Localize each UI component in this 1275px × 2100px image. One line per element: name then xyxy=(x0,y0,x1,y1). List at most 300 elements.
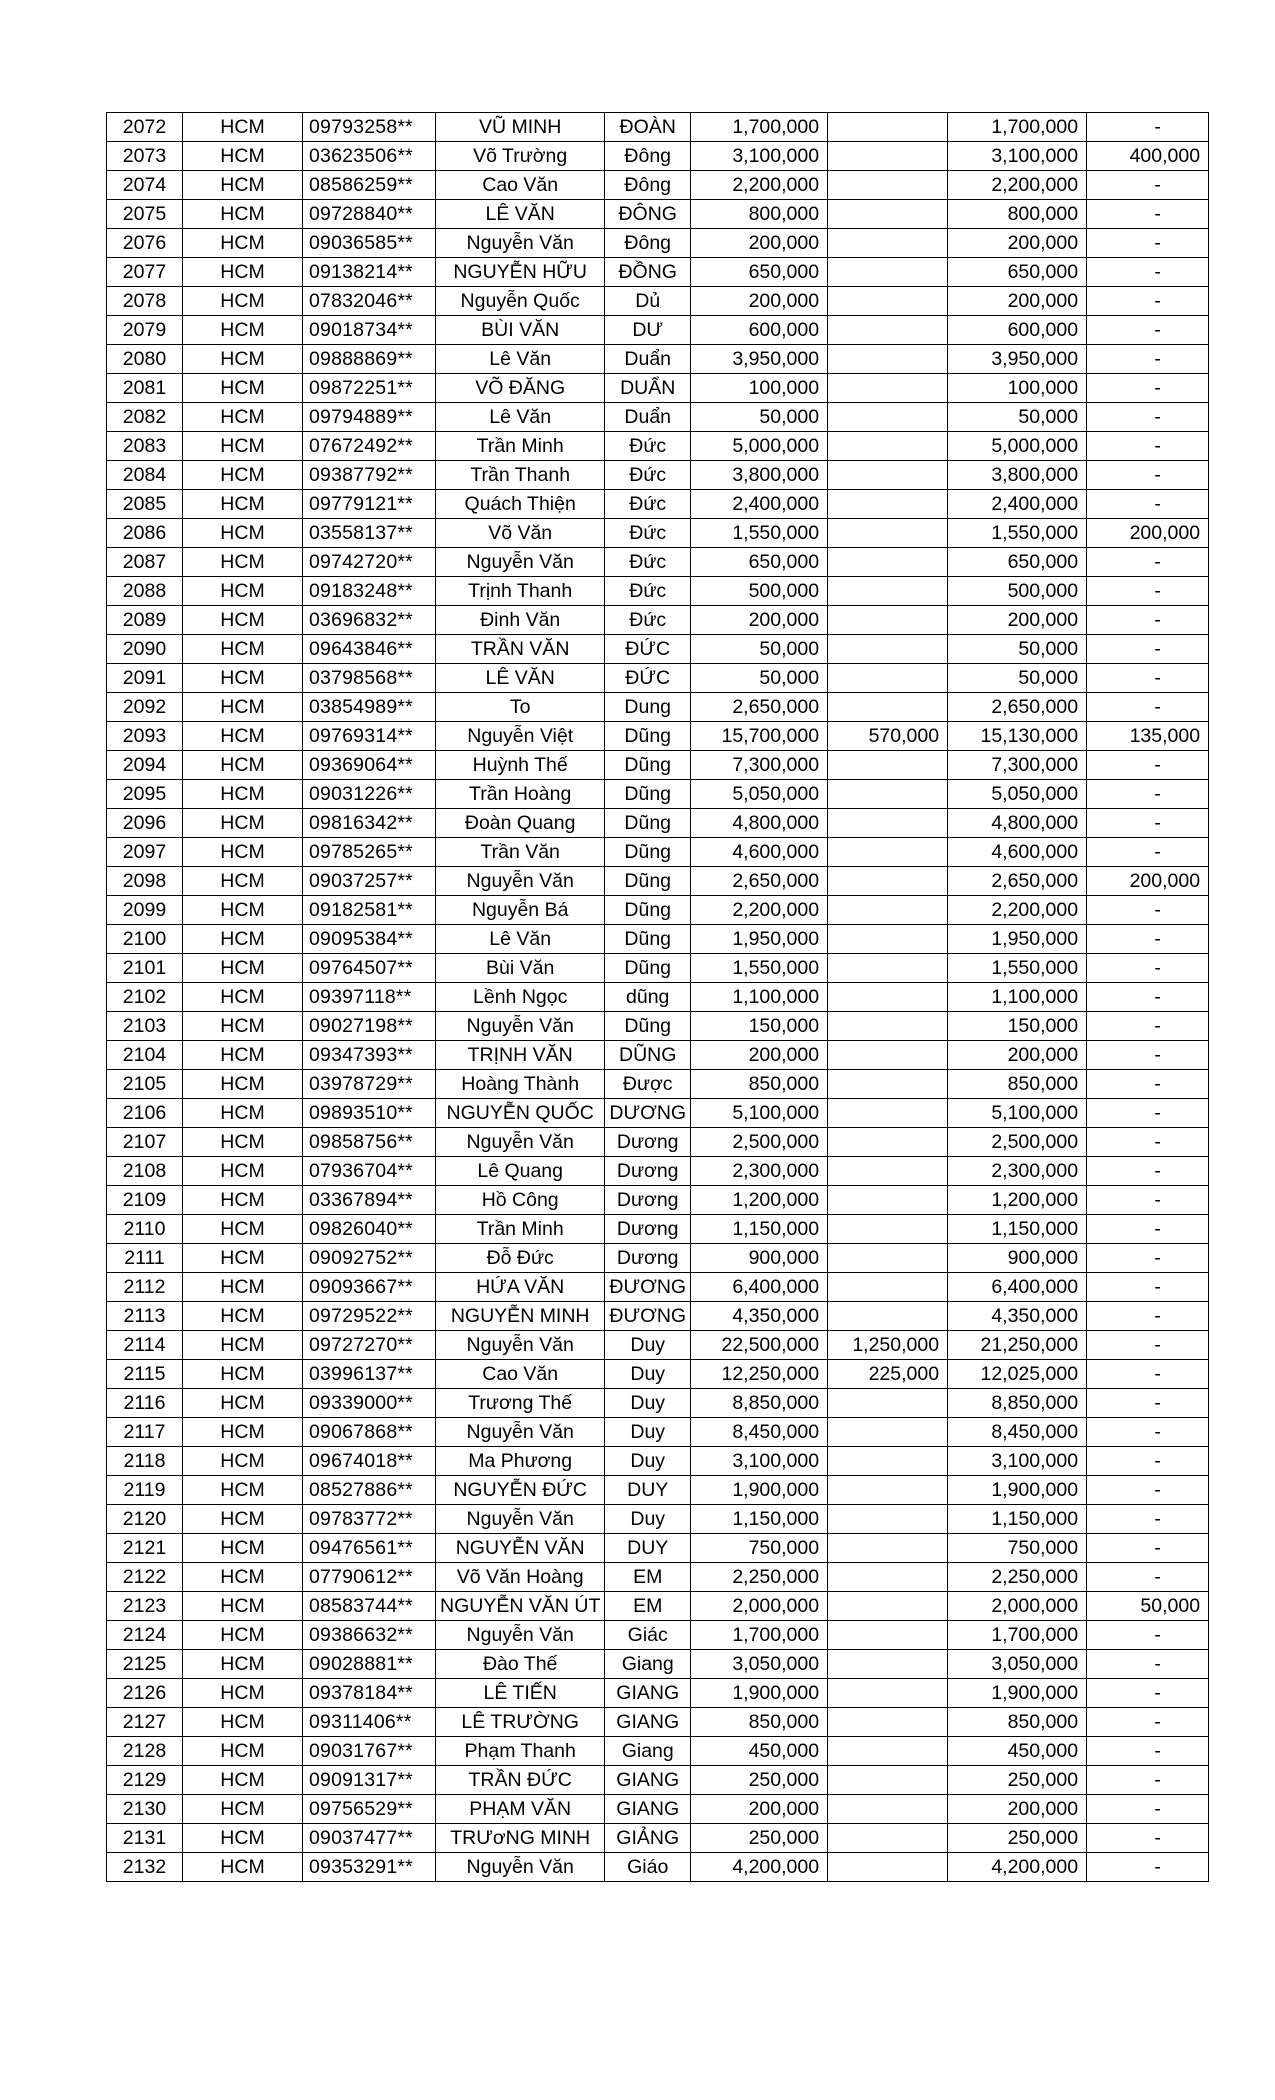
region-cell: HCM xyxy=(183,1360,303,1389)
table-row xyxy=(107,925,1209,954)
given-name-cell: Dũng xyxy=(605,751,691,780)
amount-deducted-cell xyxy=(828,1157,948,1186)
given-name-cell: Dũng xyxy=(605,867,691,896)
amount-extra-cell: - xyxy=(1087,258,1209,287)
amount-deducted-cell xyxy=(828,548,948,577)
table-row xyxy=(107,1186,1209,1215)
amount-net-cell: 1,900,000 xyxy=(948,1476,1087,1505)
table-body xyxy=(107,113,1209,1882)
table-row xyxy=(107,751,1209,780)
amount-total-cell: 1,550,000 xyxy=(691,519,828,548)
region-cell: HCM xyxy=(183,287,303,316)
table-row xyxy=(107,461,1209,490)
phone-number-cell: 09037477** xyxy=(303,1824,436,1853)
amount-extra-cell: - xyxy=(1087,1128,1209,1157)
amount-deducted-cell xyxy=(828,1650,948,1679)
row-number-cell: 2107 xyxy=(107,1128,183,1157)
amount-extra-cell: - xyxy=(1087,1244,1209,1273)
amount-net-cell: 2,400,000 xyxy=(948,490,1087,519)
table-row xyxy=(107,1302,1209,1331)
row-number-cell: 2104 xyxy=(107,1041,183,1070)
surname-cell: Lê Văn xyxy=(436,403,605,432)
surname-cell: Đỗ Đức xyxy=(436,1244,605,1273)
region-cell: HCM xyxy=(183,1128,303,1157)
amount-net-cell: 6,400,000 xyxy=(948,1273,1087,1302)
region-cell: HCM xyxy=(183,1621,303,1650)
given-name-cell: Duy xyxy=(605,1418,691,1447)
amount-net-cell: 3,950,000 xyxy=(948,345,1087,374)
table-row xyxy=(107,1476,1209,1505)
amount-extra-cell: 200,000 xyxy=(1087,867,1209,896)
amount-net-cell: 650,000 xyxy=(948,258,1087,287)
amount-deducted-cell xyxy=(828,1128,948,1157)
table-row xyxy=(107,142,1209,171)
region-cell: HCM xyxy=(183,664,303,693)
given-name-cell: Đông xyxy=(605,171,691,200)
given-name-cell: Giáo xyxy=(605,1853,691,1882)
amount-deducted-cell xyxy=(828,606,948,635)
amount-deducted-cell xyxy=(828,1476,948,1505)
surname-cell: Nguyễn Văn xyxy=(436,229,605,258)
given-name-cell: Đức xyxy=(605,577,691,606)
surname-cell: Nguyễn Văn xyxy=(436,1128,605,1157)
amount-deducted-cell xyxy=(828,374,948,403)
amount-net-cell: 1,950,000 xyxy=(948,925,1087,954)
amount-total-cell: 2,200,000 xyxy=(691,896,828,925)
amount-deducted-cell xyxy=(828,171,948,200)
amount-extra-cell: - xyxy=(1087,1766,1209,1795)
table-row xyxy=(107,867,1209,896)
region-cell: HCM xyxy=(183,1476,303,1505)
region-cell: HCM xyxy=(183,490,303,519)
amount-net-cell: 3,050,000 xyxy=(948,1650,1087,1679)
phone-number-cell: 08583744** xyxy=(303,1592,436,1621)
row-number-cell: 2096 xyxy=(107,809,183,838)
table-row xyxy=(107,693,1209,722)
amount-net-cell: 750,000 xyxy=(948,1534,1087,1563)
amount-net-cell: 2,250,000 xyxy=(948,1563,1087,1592)
surname-cell: Trịnh Thanh xyxy=(436,577,605,606)
phone-number-cell: 09353291** xyxy=(303,1853,436,1882)
row-number-cell: 2130 xyxy=(107,1795,183,1824)
amount-deducted-cell xyxy=(828,1708,948,1737)
region-cell: HCM xyxy=(183,1534,303,1563)
row-number-cell: 2086 xyxy=(107,519,183,548)
row-number-cell: 2091 xyxy=(107,664,183,693)
amount-deducted-cell xyxy=(828,1244,948,1273)
surname-cell: Nguyễn Văn xyxy=(436,1012,605,1041)
amount-extra-cell: - xyxy=(1087,1186,1209,1215)
table-row xyxy=(107,1650,1209,1679)
region-cell: HCM xyxy=(183,1708,303,1737)
phone-number-cell: 09037257** xyxy=(303,867,436,896)
amount-deducted-cell xyxy=(828,1534,948,1563)
row-number-cell: 2074 xyxy=(107,171,183,200)
region-cell: HCM xyxy=(183,1070,303,1099)
amount-total-cell: 4,800,000 xyxy=(691,809,828,838)
given-name-cell: Đức xyxy=(605,519,691,548)
phone-number-cell: 07672492** xyxy=(303,432,436,461)
region-cell: HCM xyxy=(183,142,303,171)
surname-cell: NGUYỄN VĂN ÚT xyxy=(436,1592,605,1621)
phone-number-cell: 09387792** xyxy=(303,461,436,490)
amount-net-cell: 50,000 xyxy=(948,403,1087,432)
surname-cell: Võ Trường xyxy=(436,142,605,171)
amount-deducted-cell xyxy=(828,1418,948,1447)
amount-total-cell: 650,000 xyxy=(691,258,828,287)
row-number-cell: 2095 xyxy=(107,780,183,809)
region-cell: HCM xyxy=(183,577,303,606)
surname-cell: Trần Thanh xyxy=(436,461,605,490)
row-number-cell: 2097 xyxy=(107,838,183,867)
surname-cell: Nguyễn Bá xyxy=(436,896,605,925)
amount-deducted-cell xyxy=(828,896,948,925)
region-cell: HCM xyxy=(183,1853,303,1882)
amount-total-cell: 3,100,000 xyxy=(691,1447,828,1476)
table-row xyxy=(107,1447,1209,1476)
amount-net-cell: 1,900,000 xyxy=(948,1679,1087,1708)
amount-deducted-cell xyxy=(828,1795,948,1824)
amount-deducted-cell xyxy=(828,1766,948,1795)
amount-extra-cell: - xyxy=(1087,606,1209,635)
amount-net-cell: 1,150,000 xyxy=(948,1215,1087,1244)
phone-number-cell: 03623506** xyxy=(303,142,436,171)
row-number-cell: 2084 xyxy=(107,461,183,490)
phone-number-cell: 09339000** xyxy=(303,1389,436,1418)
row-number-cell: 2121 xyxy=(107,1534,183,1563)
phone-number-cell: 03558137** xyxy=(303,519,436,548)
row-number-cell: 2081 xyxy=(107,374,183,403)
amount-extra-cell: - xyxy=(1087,1824,1209,1853)
region-cell: HCM xyxy=(183,606,303,635)
region-cell: HCM xyxy=(183,316,303,345)
amount-extra-cell: - xyxy=(1087,693,1209,722)
region-cell: HCM xyxy=(183,751,303,780)
table-row xyxy=(107,1621,1209,1650)
row-number-cell: 2116 xyxy=(107,1389,183,1418)
row-number-cell: 2106 xyxy=(107,1099,183,1128)
row-number-cell: 2114 xyxy=(107,1331,183,1360)
given-name-cell: GIANG xyxy=(605,1795,691,1824)
amount-deducted-cell xyxy=(828,461,948,490)
surname-cell: NGUYỄN VĂN xyxy=(436,1534,605,1563)
phone-number-cell: 09028881** xyxy=(303,1650,436,1679)
amount-extra-cell: - xyxy=(1087,1302,1209,1331)
amount-deducted-cell: 1,250,000 xyxy=(828,1331,948,1360)
table-row xyxy=(107,1389,1209,1418)
phone-number-cell: 09785265** xyxy=(303,838,436,867)
amount-deducted-cell xyxy=(828,1099,948,1128)
surname-cell: Nguyễn Việt xyxy=(436,722,605,751)
region-cell: HCM xyxy=(183,113,303,142)
given-name-cell: Được xyxy=(605,1070,691,1099)
given-name-cell: Dủ xyxy=(605,287,691,316)
row-number-cell: 2079 xyxy=(107,316,183,345)
amount-extra-cell: - xyxy=(1087,200,1209,229)
surname-cell: Lê Quang xyxy=(436,1157,605,1186)
amount-extra-cell: - xyxy=(1087,1360,1209,1389)
surname-cell: Nguyễn Văn xyxy=(436,1505,605,1534)
amount-extra-cell: - xyxy=(1087,1534,1209,1563)
amount-total-cell: 5,100,000 xyxy=(691,1099,828,1128)
amount-deducted-cell xyxy=(828,142,948,171)
amount-total-cell: 2,250,000 xyxy=(691,1563,828,1592)
table-row xyxy=(107,1708,1209,1737)
phone-number-cell: 08527886** xyxy=(303,1476,436,1505)
amount-total-cell: 800,000 xyxy=(691,200,828,229)
table-row xyxy=(107,838,1209,867)
table-row xyxy=(107,722,1209,751)
phone-number-cell: 07832046** xyxy=(303,287,436,316)
given-name-cell: Duy xyxy=(605,1360,691,1389)
surname-cell: LÊ TIẾN xyxy=(436,1679,605,1708)
amount-deducted-cell xyxy=(828,316,948,345)
amount-net-cell: 900,000 xyxy=(948,1244,1087,1273)
row-number-cell: 2122 xyxy=(107,1563,183,1592)
region-cell: HCM xyxy=(183,1418,303,1447)
region-cell: HCM xyxy=(183,1679,303,1708)
phone-number-cell: 08586259** xyxy=(303,171,436,200)
amount-net-cell: 200,000 xyxy=(948,606,1087,635)
region-cell: HCM xyxy=(183,345,303,374)
amount-net-cell: 850,000 xyxy=(948,1070,1087,1099)
phone-number-cell: 09893510** xyxy=(303,1099,436,1128)
amount-total-cell: 12,250,000 xyxy=(691,1360,828,1389)
phone-number-cell: 09872251** xyxy=(303,374,436,403)
given-name-cell: ĐỒNG xyxy=(605,258,691,287)
table-row xyxy=(107,1592,1209,1621)
amount-total-cell: 150,000 xyxy=(691,1012,828,1041)
given-name-cell: Duy xyxy=(605,1331,691,1360)
region-cell: HCM xyxy=(183,722,303,751)
region-cell: HCM xyxy=(183,1766,303,1795)
row-number-cell: 2132 xyxy=(107,1853,183,1882)
amount-net-cell: 12,025,000 xyxy=(948,1360,1087,1389)
region-cell: HCM xyxy=(183,403,303,432)
table-row xyxy=(107,1099,1209,1128)
amount-extra-cell: - xyxy=(1087,751,1209,780)
table-row xyxy=(107,1360,1209,1389)
amount-extra-cell: - xyxy=(1087,403,1209,432)
table-row xyxy=(107,1070,1209,1099)
row-number-cell: 2127 xyxy=(107,1708,183,1737)
amount-net-cell: 250,000 xyxy=(948,1766,1087,1795)
phone-number-cell: 09183248** xyxy=(303,577,436,606)
given-name-cell: EM xyxy=(605,1563,691,1592)
amount-total-cell: 2,400,000 xyxy=(691,490,828,519)
phone-number-cell: 09067868** xyxy=(303,1418,436,1447)
amount-extra-cell: - xyxy=(1087,1070,1209,1099)
surname-cell: LÊ VĂN xyxy=(436,200,605,229)
region-cell: HCM xyxy=(183,432,303,461)
amount-total-cell: 2,300,000 xyxy=(691,1157,828,1186)
surname-cell: TRỊNH VĂN xyxy=(436,1041,605,1070)
surname-cell: Nguyễn Văn xyxy=(436,1331,605,1360)
amount-extra-cell: - xyxy=(1087,345,1209,374)
surname-cell: Trần Minh xyxy=(436,432,605,461)
amount-extra-cell: - xyxy=(1087,1795,1209,1824)
amount-extra-cell: - xyxy=(1087,1505,1209,1534)
amount-deducted-cell xyxy=(828,577,948,606)
row-number-cell: 2129 xyxy=(107,1766,183,1795)
table-row xyxy=(107,403,1209,432)
table-row xyxy=(107,200,1209,229)
region-cell: HCM xyxy=(183,1563,303,1592)
amount-extra-cell: - xyxy=(1087,1679,1209,1708)
amount-total-cell: 15,700,000 xyxy=(691,722,828,751)
amount-total-cell: 2,650,000 xyxy=(691,867,828,896)
amount-total-cell: 1,950,000 xyxy=(691,925,828,954)
amount-extra-cell: - xyxy=(1087,287,1209,316)
region-cell: HCM xyxy=(183,780,303,809)
given-name-cell: Dương xyxy=(605,1157,691,1186)
table-row xyxy=(107,1128,1209,1157)
surname-cell: TRẦN ĐỨC xyxy=(436,1766,605,1795)
region-cell: HCM xyxy=(183,838,303,867)
amount-deducted-cell xyxy=(828,1737,948,1766)
given-name-cell: Đức xyxy=(605,606,691,635)
surname-cell: BÙI VĂN xyxy=(436,316,605,345)
region-cell: HCM xyxy=(183,1650,303,1679)
given-name-cell: Dương xyxy=(605,1215,691,1244)
phone-number-cell: 09826040** xyxy=(303,1215,436,1244)
amount-total-cell: 8,450,000 xyxy=(691,1418,828,1447)
amount-deducted-cell xyxy=(828,693,948,722)
amount-net-cell: 5,000,000 xyxy=(948,432,1087,461)
amount-total-cell: 1,550,000 xyxy=(691,954,828,983)
amount-extra-cell: - xyxy=(1087,316,1209,345)
phone-number-cell: 07936704** xyxy=(303,1157,436,1186)
phone-number-cell: 09182581** xyxy=(303,896,436,925)
given-name-cell: Đức xyxy=(605,490,691,519)
row-number-cell: 2124 xyxy=(107,1621,183,1650)
region-cell: HCM xyxy=(183,1012,303,1041)
given-name-cell: Đông xyxy=(605,142,691,171)
surname-cell: Trần Minh xyxy=(436,1215,605,1244)
amount-extra-cell: - xyxy=(1087,1447,1209,1476)
amount-extra-cell: - xyxy=(1087,1215,1209,1244)
row-number-cell: 2113 xyxy=(107,1302,183,1331)
amount-total-cell: 850,000 xyxy=(691,1070,828,1099)
amount-extra-cell: - xyxy=(1087,1331,1209,1360)
amount-deducted-cell xyxy=(828,490,948,519)
table-row xyxy=(107,345,1209,374)
amount-net-cell: 3,100,000 xyxy=(948,142,1087,171)
phone-number-cell: 09018734** xyxy=(303,316,436,345)
amount-net-cell: 5,100,000 xyxy=(948,1099,1087,1128)
row-number-cell: 2076 xyxy=(107,229,183,258)
phone-number-cell: 09347393** xyxy=(303,1041,436,1070)
amount-net-cell: 3,100,000 xyxy=(948,1447,1087,1476)
given-name-cell: Dũng xyxy=(605,809,691,838)
amount-total-cell: 200,000 xyxy=(691,606,828,635)
region-cell: HCM xyxy=(183,1099,303,1128)
amount-total-cell: 650,000 xyxy=(691,548,828,577)
phone-number-cell: 09783772** xyxy=(303,1505,436,1534)
row-number-cell: 2094 xyxy=(107,751,183,780)
given-name-cell: Dũng xyxy=(605,838,691,867)
phone-number-cell: 09036585** xyxy=(303,229,436,258)
given-name-cell: GIANG xyxy=(605,1766,691,1795)
region-cell: HCM xyxy=(183,200,303,229)
surname-cell: Võ Văn xyxy=(436,519,605,548)
amount-net-cell: 200,000 xyxy=(948,287,1087,316)
amount-deducted-cell: 225,000 xyxy=(828,1360,948,1389)
table-row xyxy=(107,1563,1209,1592)
table-row xyxy=(107,1215,1209,1244)
amount-deducted-cell xyxy=(828,1853,948,1882)
amount-extra-cell: - xyxy=(1087,229,1209,258)
amount-net-cell: 50,000 xyxy=(948,664,1087,693)
given-name-cell: Đức xyxy=(605,548,691,577)
amount-total-cell: 3,050,000 xyxy=(691,1650,828,1679)
amount-deducted-cell xyxy=(828,258,948,287)
table-row xyxy=(107,113,1209,142)
surname-cell: To xyxy=(436,693,605,722)
region-cell: HCM xyxy=(183,461,303,490)
table-row xyxy=(107,1418,1209,1447)
amount-net-cell: 1,100,000 xyxy=(948,983,1087,1012)
given-name-cell: ĐỨC xyxy=(605,635,691,664)
surname-cell: NGUYỄN MINH xyxy=(436,1302,605,1331)
given-name-cell: Dũng xyxy=(605,896,691,925)
given-name-cell: DUY xyxy=(605,1476,691,1505)
amount-total-cell: 4,600,000 xyxy=(691,838,828,867)
row-number-cell: 2078 xyxy=(107,287,183,316)
region-cell: HCM xyxy=(183,1041,303,1070)
amount-extra-cell: - xyxy=(1087,461,1209,490)
amount-total-cell: 850,000 xyxy=(691,1708,828,1737)
amount-deducted-cell xyxy=(828,954,948,983)
region-cell: HCM xyxy=(183,1273,303,1302)
amount-extra-cell: - xyxy=(1087,1099,1209,1128)
amount-total-cell: 1,150,000 xyxy=(691,1505,828,1534)
table-row xyxy=(107,1737,1209,1766)
given-name-cell: ĐÔNG xyxy=(605,200,691,229)
amount-total-cell: 7,300,000 xyxy=(691,751,828,780)
surname-cell: Lềnh Ngọc xyxy=(436,983,605,1012)
row-number-cell: 2108 xyxy=(107,1157,183,1186)
surname-cell: PHẠM VĂN xyxy=(436,1795,605,1824)
phone-number-cell: 09779121** xyxy=(303,490,436,519)
amount-deducted-cell xyxy=(828,113,948,142)
amount-extra-cell: - xyxy=(1087,548,1209,577)
surname-cell: Võ Văn Hoàng xyxy=(436,1563,605,1592)
amount-net-cell: 4,800,000 xyxy=(948,809,1087,838)
table-row xyxy=(107,1505,1209,1534)
row-number-cell: 2099 xyxy=(107,896,183,925)
row-number-cell: 2117 xyxy=(107,1418,183,1447)
table-row xyxy=(107,316,1209,345)
table-row xyxy=(107,548,1209,577)
region-cell: HCM xyxy=(183,1447,303,1476)
amount-extra-cell: - xyxy=(1087,838,1209,867)
given-name-cell: GIẢNG xyxy=(605,1824,691,1853)
surname-cell: Trần Văn xyxy=(436,838,605,867)
amount-extra-cell: - xyxy=(1087,171,1209,200)
region-cell: HCM xyxy=(183,925,303,954)
amount-extra-cell: - xyxy=(1087,490,1209,519)
amount-deducted-cell xyxy=(828,519,948,548)
surname-cell: Cao Văn xyxy=(436,171,605,200)
amount-total-cell: 4,200,000 xyxy=(691,1853,828,1882)
amount-net-cell: 450,000 xyxy=(948,1737,1087,1766)
row-number-cell: 2101 xyxy=(107,954,183,983)
amount-extra-cell: 200,000 xyxy=(1087,519,1209,548)
amount-net-cell: 200,000 xyxy=(948,1795,1087,1824)
amount-net-cell: 4,200,000 xyxy=(948,1853,1087,1882)
region-cell: HCM xyxy=(183,896,303,925)
